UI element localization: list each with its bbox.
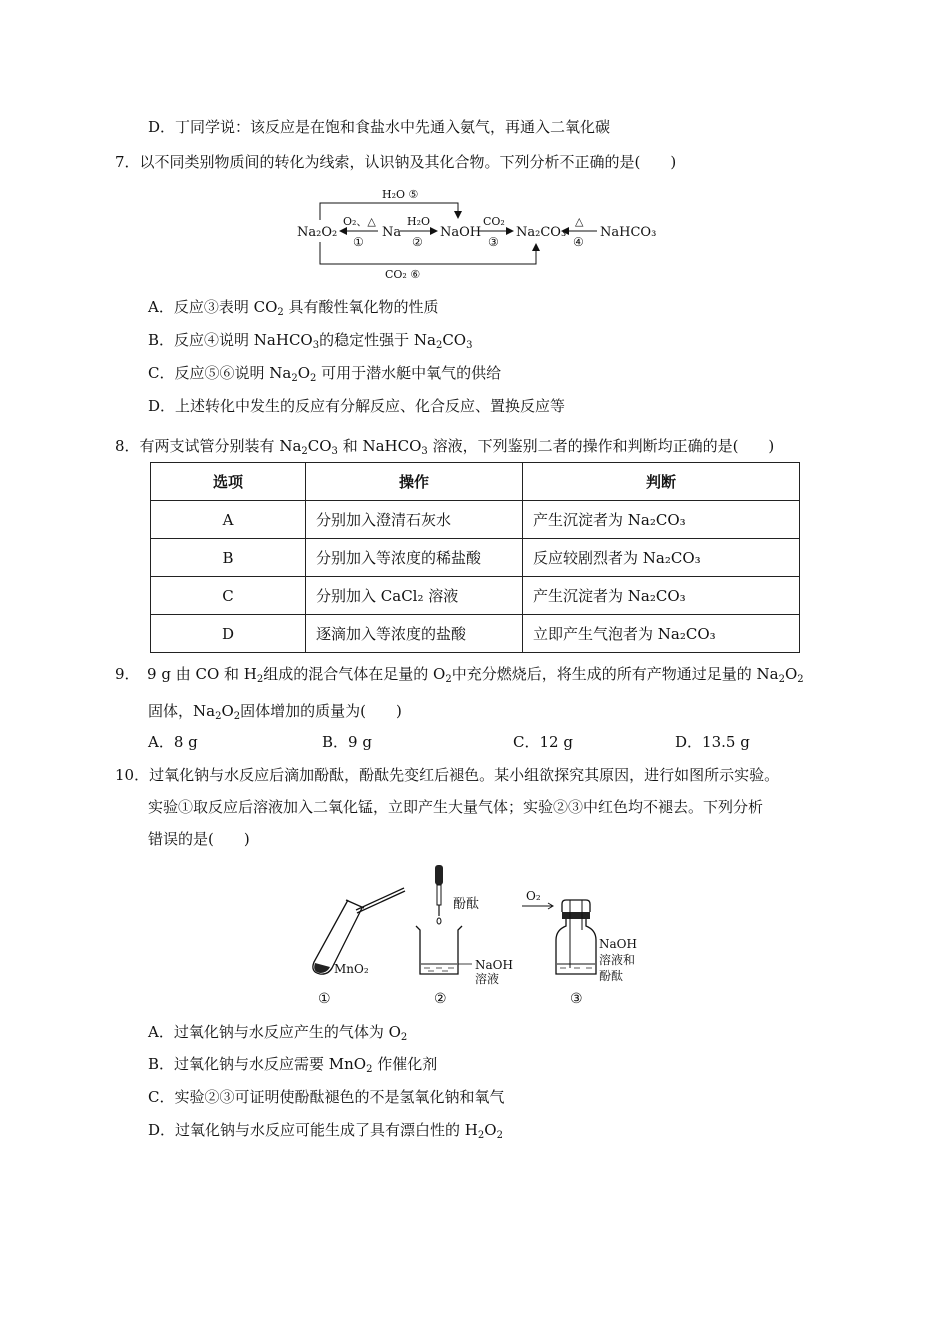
q10-stem-line1: 10．过氧化钠与水反应后滴加酚酞，酚酞先变红后褪色。某小组欲探究其原因，进行如图所示实验。 (115, 766, 780, 784)
cell-option: C (151, 577, 306, 615)
q7-option-c: C．反应⑤⑥说明 $Na_2O_2$ 可用于潜水艇中氧气的供给 (148, 364, 502, 384)
arrow-3-condition: CO₂ (483, 215, 505, 228)
header-judgement: 判断 (523, 463, 800, 501)
q10-option-a: A．过氧化钠与水反应产生的气体为 $O_2$ (148, 1023, 408, 1043)
arrow-2-number: ② (412, 235, 423, 249)
arrow-5-label: H₂O ⑤ (382, 188, 419, 201)
label-naoh-solution-2: NaOH (599, 937, 637, 951)
label-mno2: MnO₂ (334, 962, 369, 976)
q10-stem-line2: 实验①取反应后溶液加入二氧化锰，立即产生大量气体；实验②③中红色均不褪去。下列分析 (148, 798, 764, 816)
beaker-icon (416, 926, 472, 974)
cell-operation: 分别加入澄清石灰水 (306, 501, 523, 539)
arrow-2-condition: H₂O (407, 215, 431, 228)
q6-option-d: D．丁同学说：该反应是在饱和食盐水中先通入氨气，再通入二氧化碳 (148, 118, 611, 136)
label-exp2: ② (434, 991, 447, 1007)
label-naoh-solution-1: NaOH (475, 958, 513, 972)
cell-operation: 分别加入 CaCl₂ 溶液 (306, 577, 523, 615)
label-exp1: ① (318, 991, 331, 1007)
q7-option-b: B．反应④说明 NaHCO$_3$的稳定性强于 $Na_2CO_3$ (148, 331, 473, 351)
table-row (151, 539, 800, 577)
q9-stem-line1: 9． 9 g 由 CO 和 $H_2$组成的混合气体在足量的 $O_2$中充分燃烧后，将生成的所有产物通过足量的 $Na_2O_2$ (115, 665, 804, 685)
species-nahco3: NaHCO₃ (600, 225, 657, 240)
label-solution-and: 溶液和 (599, 953, 636, 967)
q10-experiment-figure (300, 860, 660, 1010)
species-na: Na (382, 225, 402, 240)
q10-option-d: D．过氧化钠与水反应可能生成了具有漂白性的 $H_2O_2$ (148, 1121, 503, 1141)
table-header-row (151, 463, 800, 501)
q10-option-b: B．过氧化钠与水反应需要 MnO$_2$ 作催化剂 (148, 1055, 438, 1075)
q9-option-a: A．8 g (148, 733, 198, 751)
q7-stem: 7．以不同类别物质间的转化为线索，认识钠及其化合物。下列分析不正确的是( ) (115, 153, 677, 171)
q8-stem: 8．有两支试管分别装有 $Na_2CO_3$ 和 NaHCO$_3$ 溶液，下列鉴别二者的操作和判断均正确的是( ) (115, 437, 775, 457)
header-option: 选项 (151, 463, 306, 501)
cell-option: A (151, 501, 306, 539)
cell-judgement: 产生沉淀者为 Na₂CO₃ (523, 577, 800, 615)
q10-stem-line3: 错误的是( ) (148, 830, 250, 848)
q7-conversion-diagram (290, 180, 670, 280)
arrow-5 (320, 203, 458, 220)
label-o2: O₂ (526, 889, 541, 903)
cell-option: B (151, 539, 306, 577)
cell-option: D (151, 615, 306, 653)
label-solution-1: 溶液 (475, 972, 500, 986)
q7-option-d: D．上述转化中发生的反应有分解反应、化合反应、置换反应等 (148, 397, 566, 415)
q9-option-d: D．13.5 g (675, 733, 750, 751)
q9-option-c: C．12 g (513, 733, 573, 751)
cell-operation: 分别加入等浓度的稀盐酸 (306, 539, 523, 577)
header-operation: 操作 (306, 463, 523, 501)
table-row (151, 577, 800, 615)
species-na2o2: Na₂O₂ (297, 225, 338, 240)
q7-option-a: A．反应③表明 $CO_2$ 具有酸性氧化物的性质 (148, 298, 439, 318)
arrow-1-condition: O₂、△ (343, 215, 376, 228)
cell-judgement: 立即产生气泡者为 Na₂CO₃ (523, 615, 800, 653)
arrow-6-label: CO₂ ⑥ (385, 268, 421, 280)
cell-judgement: 反应较剧烈者为 Na₂CO₃ (523, 539, 800, 577)
species-na2co3: Na₂CO₃ (516, 225, 567, 240)
species-naoh: NaOH (440, 225, 482, 240)
label-exp3: ③ (570, 991, 583, 1007)
dropper-icon (435, 865, 443, 924)
q9-stem-line2: 固体，$Na_2O_2$固体增加的质量为( ) (148, 702, 402, 722)
table-row (151, 615, 800, 653)
gas-bottle-icon (556, 900, 596, 974)
table-row (151, 501, 800, 539)
q9-option-b: B．9 g (322, 733, 372, 751)
arrow-4-condition: △ (575, 215, 584, 228)
q8-table (150, 462, 800, 653)
q10-option-c: C．实验②③可证明使酚酞褪色的不是氢氧化钠和氧气 (148, 1088, 505, 1106)
label-phenolphthalein-2: 酚酞 (599, 969, 624, 983)
cell-judgement: 产生沉淀者为 Na₂CO₃ (523, 501, 800, 539)
arrow-4-number: ④ (573, 235, 584, 249)
label-phenolphthalein: 酚酞 (453, 897, 480, 912)
arrow-3-number: ③ (488, 235, 499, 249)
cell-operation: 逐滴加入等浓度的盐酸 (306, 615, 523, 653)
arrow-1-number: ① (353, 235, 364, 249)
